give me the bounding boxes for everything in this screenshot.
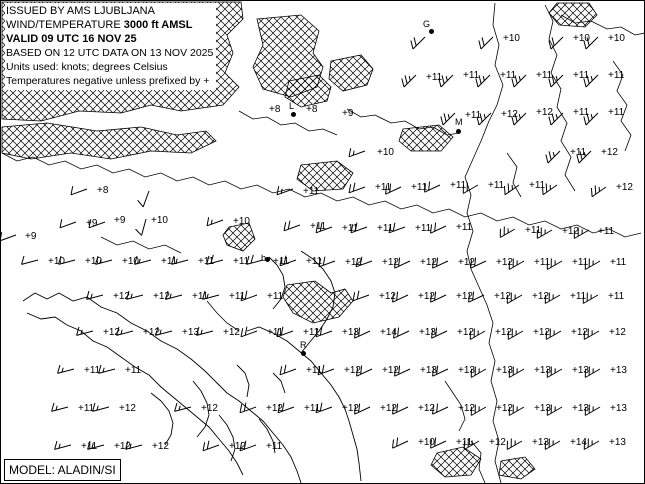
temperature-label: +11 [573,107,590,118]
temperature-label: +10 [608,33,625,44]
temperature-label: +11 [192,291,209,302]
temperature-label: +11 [233,256,250,267]
temperature-label: +11 [303,186,320,197]
temperature-label: +13 [496,365,513,376]
temperature-label: +11 [608,70,625,81]
temperature-label: +12 [152,441,169,452]
temperature-label: +11 [306,256,323,267]
temperature-label: +9 [86,218,98,229]
temperature-label: +12 [533,327,550,338]
temperature-label: +11 [608,107,625,118]
temperature-label: +13 [609,437,626,448]
temperature-label: +12 [380,403,397,414]
temperature-label: +12 [223,327,240,338]
city-marker-dot [291,112,296,117]
temperature-label: +12 [571,327,588,338]
temperature-label: +12 [489,437,506,448]
temperature-label: +12 [345,257,362,268]
temperature-label: +10 [48,256,65,267]
temperature-label: +11 [572,257,589,268]
city-label: L [289,101,295,111]
temperature-label: +9 [342,108,354,119]
temperature-label: +11 [377,223,394,234]
temperature-label: +11 [573,70,590,81]
model-label: MODEL: ALADIN/SI [9,463,116,477]
temperature-label: +11 [266,441,283,452]
temperature-label: +12 [536,107,553,118]
temperature-label: +8 [97,185,109,196]
city-label: R [300,340,307,350]
temperature-label: +11 [450,180,467,191]
temperature-label: +11 [161,256,178,267]
temperature-label: +11 [273,256,290,267]
temperature-label: +11 [411,182,428,193]
temperature-label: +12 [114,441,131,452]
model-label-box [4,459,121,481]
temperature-label: +11 [310,221,327,232]
temperature-label: +11 [608,291,625,302]
temperature-label: +12 [532,291,549,302]
temperature-label: +11 [534,257,551,268]
temperature-label: +9 [114,215,126,226]
temperature-label: +12 [229,441,246,452]
temperature-label: +12 [119,403,136,414]
temperature-label: +13 [182,327,199,338]
temperature-label: +10 [418,437,435,448]
temperature-label: +11 [610,257,627,268]
temperature-label: +11 [536,70,553,81]
temperature-label: +13 [610,365,627,376]
temperature-label: +12 [418,403,435,414]
temperature-label: +11 [229,291,246,302]
temperature-label: +12 [103,327,120,338]
temperature-label: +12 [382,257,399,268]
temperature-label: +11 [570,291,587,302]
city-marker-dot [456,129,461,134]
temperature-label: +11 [125,365,142,376]
city-marker-dot [429,29,434,34]
header-basis: BASED ON 12 UTC DATA ON 13 NOV 2025 [6,47,214,59]
temperature-label: +12 [562,226,579,237]
temperature-label: +12 [420,257,437,268]
temperature-label: +13 [572,403,589,414]
temperature-label: +12 [153,291,170,302]
city-label: b [261,253,267,263]
temperature-label: +12 [616,182,633,193]
temperature-label: +13 [534,403,551,414]
temperature-label: +12 [266,403,283,414]
temperature-label: +11 [198,256,215,267]
temperature-label: +12 [201,403,218,414]
city-label: G [423,19,431,29]
temperature-label: +12 [379,291,396,302]
temperature-label: +8 [269,104,281,115]
header-parameter [6,18,213,32]
temperature-label: +10 [122,256,139,267]
header-validity: VALID 09 UTC 16 NOV 25 [6,33,137,45]
header-level: 3000 ft AMSL [123,19,193,31]
temperature-label: +11 [267,291,284,302]
header-temp-note: Temperatures negative unless prefixed by + [6,75,210,87]
temperature-label: +12 [418,291,435,302]
temperature-label: +10 [573,33,590,44]
temperature-label: +12 [456,291,473,302]
temperature-label: +9 [25,231,37,242]
temperature-label: +12 [501,109,518,120]
chart-header-block [5,3,216,90]
temperature-label: +11 [306,365,323,376]
city-marker-dot [301,351,306,356]
temperature-label: +11 [598,226,615,237]
temperature-label: +11 [500,70,517,81]
temperature-label: +10 [377,147,394,158]
temperature-label: +11 [463,70,480,81]
temperature-label: +12 [495,327,512,338]
temperature-label: +11 [84,365,101,376]
temperature-label: +13 [342,327,359,338]
header-issuer: ISSUED BY AMS LJUBLJANA [6,5,155,17]
temperature-label: +12 [494,291,511,302]
temperature-label: +11 [375,182,392,193]
temperature-label: +11 [570,147,587,158]
temperature-label: +12 [601,147,618,158]
temperature-label: +12 [382,365,399,376]
temperature-label: +11 [415,223,432,234]
temperature-label: +13 [532,437,549,448]
header-parameter-text: WIND/TEMPERATURE [6,19,124,31]
temperature-label: +8 [306,104,318,115]
temperature-label: +14 [380,327,397,338]
temperature-label: +10 [151,215,168,226]
temperature-label: +10 [85,256,102,267]
header-units: Units used: knots; degrees Celsius [6,61,168,73]
temperature-label: +13 [572,365,589,376]
temperature-label: +11 [304,403,321,414]
temperature-label: +11 [426,72,443,83]
temperature-label: +12 [496,403,513,414]
city-label: M [455,117,463,127]
temperature-label: +13 [610,403,627,414]
temperature-label: +11 [342,223,359,234]
temperature-label: +12 [143,327,160,338]
temperature-label: +12 [113,291,130,302]
temperature-label: +12 [344,365,361,376]
temperature-label: +11 [303,327,320,338]
temperature-label: +11 [465,110,482,121]
temperature-label: +11 [488,180,505,191]
temperature-label: +11 [529,180,546,191]
temperature-label: +14 [570,437,587,448]
temperature-label: +11 [267,327,284,338]
temperature-label: +11 [525,225,542,236]
temperature-label: +13 [419,327,436,338]
temperature-label: +12 [457,327,474,338]
temperature-label: +12 [609,327,626,338]
temperature-label: +12 [496,257,513,268]
temperature-label: +12 [342,403,359,414]
temperature-label: +13 [534,365,551,376]
temperature-label: +12 [458,403,475,414]
temperature-label: +13 [458,365,475,376]
temperature-label: +10 [233,216,250,227]
temperature-label: +11 [78,403,95,414]
temperature-label: +11 [81,441,98,452]
temperature-label: +10 [503,33,520,44]
temperature-label: +11 [456,437,473,448]
temperature-label: +12 [458,257,475,268]
temperature-label: +13 [420,365,437,376]
temperature-label: +11 [456,222,473,233]
